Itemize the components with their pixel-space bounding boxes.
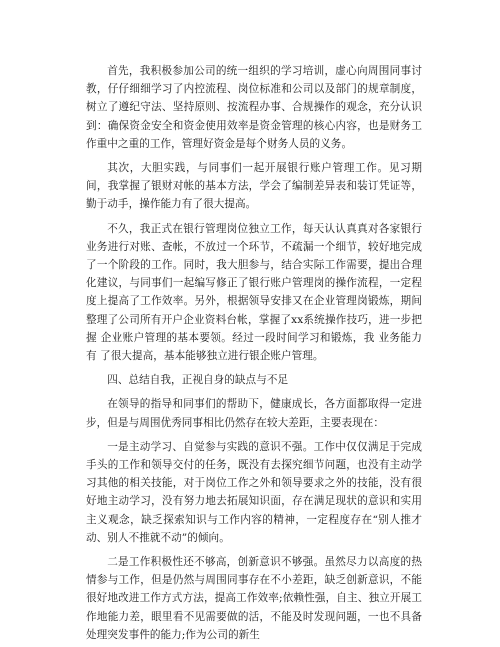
paragraph-progress-intro: 在领导的指导和同事们的帮助下，健康成长，各方面都取得一定进步，但是与周围优秀同事相比仍然存在较大差距，主要表现在： (86, 398, 422, 429)
paragraph-study-training: 首先，我积极参加公司的统一组织的学习培训，虚心向周围同事讨教，仔仔细细学习了内控流程、岗位标准和公司以及部门的规章制度，树立了遵纪守法、坚持原则、按流程办事、合规操作的观念，充分认识到：确保资金安全和资金使用效率是资金管理的核心内容，也是财务工作重中之重的工作，管理好资金是每个财务人员的义务。 (86, 65, 422, 150)
paragraph-independent-work: 不久，我正式在银行管理岗位独立工作，每天认认真真对各家银行业务进行对账、查帐，不放过一个环节，不疏漏一个细节，较好地完成了一个阶段的工作。同时，我大胆参与，结合实际工作需要，提出合理化建议，与同事们一起编写修正了银行账户管理岗的操作流程，一定程度上提高了工作效率。另外，根据领导安排又在企业管理岗锻炼，期间整理了公司所有开户企业资料台帐，掌握了xx系统操作技巧，进一步把握 企业账户管理的基本要领。经过一段时间学习和锻炼，我 业务能力有 了很大提高，基本能够独立进行银企账户管理。 (86, 222, 422, 363)
paragraph-shortcoming-one: 一是主动学习、自觉参与实践的意识不强。工作中仅仅满足于完成手头的工作和领导交付的任务，既没有去探究细节问题，也没有主动学习其他的相关技能，对于岗位工作之外和领导要求之外的技能，没有很好地主动学习，没有努力地去拓展知识面，存在满足现状的意识和实用主义观念，缺乏探索知识与工作内容的精神，一定程度存在“别人推才动、别人不推就不动”的倾向。 (86, 440, 422, 544)
paragraph-shortcoming-two: 二是工作积极性还不够高，创新意识不够强。虽然尽力以高度的热情参与工作，但是仍然与周围同事存在不小差距，缺乏创新意识，不能很好地改进工作方式方法，提高工作效率;依赖性强，自主、独立开展工作地能力差，眼里看不见需要做的活，不能及时发现问题，一也不具备处理突发事件的能力;作为公司的新生 (86, 556, 422, 641)
section-heading-self-summary: 四、总结自我，正视自身的缺点与不足 (107, 374, 289, 387)
paragraph-practice: 其次，大胆实践，与同事们一起开展银行账户管理工作。见习期间，我掌握了银财对帐的基本方法，学会了编制差异表和装订凭证等，勤于动手，操作能力有了很大提高。 (86, 162, 422, 211)
document-body (86, 62, 422, 644)
